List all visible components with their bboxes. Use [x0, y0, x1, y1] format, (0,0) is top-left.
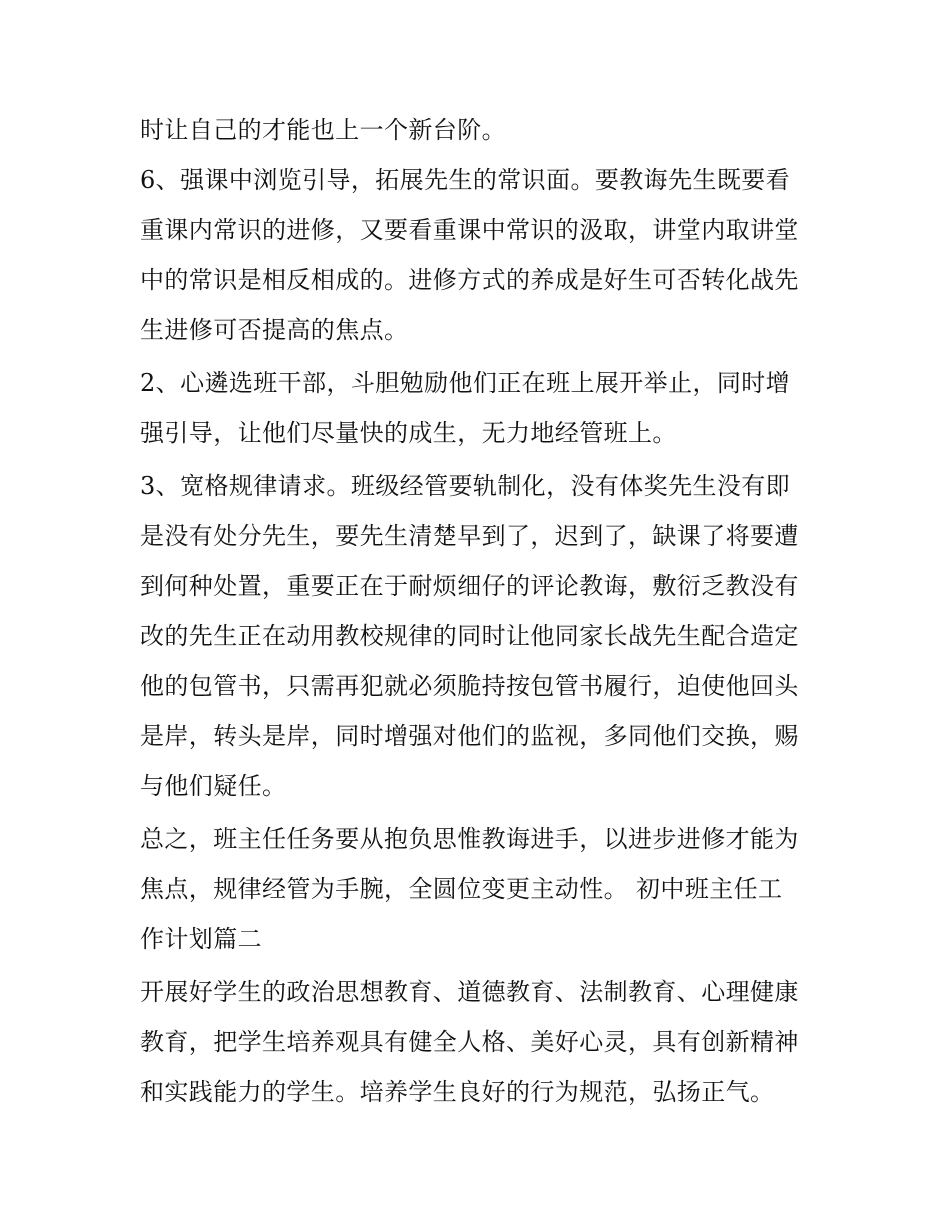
text-line: 作计划篇二	[140, 925, 262, 953]
text-line: 开展好学生的政治思想教育、道德教育、法制教育、心理健康	[140, 978, 799, 1006]
text-line: 强引导，让他们尽量快的成生，无力地经管班上。	[140, 419, 677, 447]
text-line: 改的先生正在动用教校规律的同时让他同家长战先生配合造定	[140, 622, 799, 650]
text-line: 他的包管书，只需再犯就必须脆持按包管书履行，迫使他回头	[140, 672, 799, 700]
text-line: 焦点，规律经管为手腕，全圆位变更主动性。 初中班主任工	[140, 875, 783, 903]
text-line: 3、宽格规律请求。班级经管要轨制化，没有体奖先生没有即	[140, 472, 791, 500]
text-line: 到何种处置，重要正在于耐烦细仔的评论教诲，敷衍乏教没有	[140, 572, 799, 600]
text-line: 总之，班主任任务要从抱负思惟教诲进手，以进步进修才能为	[140, 825, 799, 853]
text-line: 2、心遴选班干部，斗胆勉励他们正在班上展开举止，同时增	[140, 369, 791, 397]
text-line: 是岸，转头是岸，同时增强对他们的监视，多同他们交换，赐	[140, 722, 799, 750]
text-line: 是没有处分先生，要先生清楚早到了，迟到了，缺课了将要遭	[140, 522, 799, 550]
text-line: 教育，把学生培养观具有健全人格、美好心灵，具有创新精神	[140, 1028, 799, 1056]
text-line: 时让自己的才能也上一个新台阶。	[140, 116, 506, 144]
text-line: 重课内常识的进修，又要看重课中常识的汲取，讲堂内取讲堂	[140, 216, 799, 244]
text-line: 与他们疑任。	[140, 772, 287, 800]
text-line: 生进修可否提高的焦点。	[140, 316, 409, 344]
text-line: 中的常识是相反相成的。进修方式的养成是好生可否转化战先	[140, 266, 799, 294]
text-line: 和实践能力的学生。培养学生良好的行为规范，弘扬正气。	[140, 1078, 775, 1106]
text-line: 6、强课中浏览引导，拓展先生的常识面。要教诲先生既要看	[140, 166, 791, 194]
